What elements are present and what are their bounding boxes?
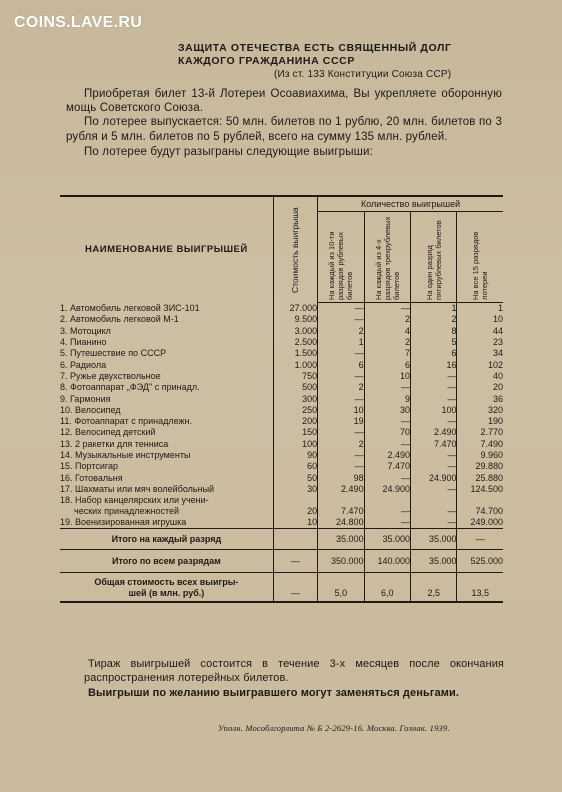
table-row [60, 382, 503, 393]
count-3: — [411, 450, 457, 461]
count-2: 10 [364, 371, 410, 382]
prize-number: 10. [60, 404, 73, 415]
count-2: 70 [364, 427, 410, 438]
prize-number: 2. [60, 314, 68, 325]
table-row [60, 371, 503, 382]
prize-label: 2 ракетки для тенниса [75, 438, 169, 449]
intro-text [66, 87, 502, 159]
prize-name-part-1: Набор канцелярских или учени- [75, 495, 209, 506]
table-row [60, 405, 503, 416]
motto-citation: (Из ст. 133 Конституции Союза ССР) [274, 69, 452, 80]
prize-name [60, 416, 273, 427]
header-sub-3 [411, 212, 457, 303]
prize-number: 11. [60, 416, 72, 427]
prize-label: Автомобиль легковой М-1 [70, 314, 179, 325]
count-1: — [318, 461, 364, 472]
count-3: — [411, 517, 457, 529]
prize-name [60, 393, 273, 404]
prize-cost: 60 [273, 461, 317, 472]
count-4: 320 [487, 404, 503, 415]
prize-name [60, 314, 273, 325]
count-3: 6 [411, 348, 457, 359]
count-1: 2.490 [318, 484, 364, 495]
total-cost-3: 2,5 [411, 573, 457, 603]
prize-label: Военизированная игрушка [75, 517, 187, 528]
prize-label: Фотоаппарат „ФЭД" с принадл. [70, 382, 200, 393]
count-2: 6 [364, 359, 410, 370]
count-1: — [318, 427, 364, 438]
count-4: 190 [487, 416, 503, 427]
prize-number: 12. [60, 427, 73, 438]
total-cost-4: 13,5 [457, 573, 503, 603]
prize-number: 18. [60, 495, 73, 506]
prize-number: 1. [60, 302, 68, 313]
count-4: 10 [492, 314, 503, 325]
prize-cost: 90 [273, 450, 317, 461]
table-row [60, 314, 503, 325]
count-4: 20 [492, 382, 503, 393]
count-3: — [411, 393, 457, 404]
count-1: — [318, 371, 364, 382]
count-1: 10 [318, 405, 364, 416]
total-cost-2: 6,0 [364, 573, 410, 603]
count-2: — [364, 416, 410, 427]
prize-cost: 200 [273, 416, 317, 427]
table-row [60, 495, 503, 517]
count-3: 1 [411, 303, 457, 315]
prize-cost: 2.500 [273, 337, 317, 348]
prize-cost: 3.000 [273, 326, 317, 337]
table-row [60, 461, 503, 472]
header-count-group: Количество выигрышей [318, 196, 503, 212]
prize-label: Шахматы или мяч волейбольный [75, 483, 215, 494]
count-2: — [364, 303, 410, 315]
intro-paragraph-3: По лотерее будут разыграны следующие выигрыши: [84, 145, 373, 158]
count-1: — [318, 314, 364, 325]
count-1: 2 [318, 439, 364, 450]
table-row [60, 517, 503, 529]
total-cost-label-1: Общая стоимость всех выигры- [94, 577, 239, 588]
count-4: 44 [492, 325, 503, 336]
prize-number: 7. [60, 370, 68, 381]
header-sub-2-label: На каждый из 4-х разрядов трехрублевых билетов [373, 216, 401, 300]
count-4: 124.500 [470, 483, 503, 494]
table-row [60, 427, 503, 438]
motto-line-1: ЗАЩИТА ОТЕЧЕСТВА ЕСТЬ СВЯЩЕННЫЙ ДОЛГ [178, 42, 452, 54]
table-row [60, 484, 503, 495]
count-3: 7.470 [411, 439, 457, 450]
prize-cost: 100 [273, 439, 317, 450]
prize-name [60, 472, 273, 483]
count-3: 2 [411, 314, 457, 325]
count-2: 2 [364, 337, 410, 348]
count-2: 2.490 [364, 450, 410, 461]
count-4: 36 [492, 393, 503, 404]
sum-all-row [60, 550, 503, 573]
count-4: 1 [497, 303, 503, 314]
prize-name [60, 303, 273, 315]
prize-name [60, 439, 273, 450]
total-cost-label [60, 573, 273, 603]
prize-label: Путешествие по СССР [70, 348, 167, 359]
count-4: 7.490 [480, 438, 503, 449]
prize-cost: 300 [273, 393, 317, 404]
table-row [60, 393, 503, 404]
count-1: 24.800 [318, 517, 364, 529]
count-1: — [318, 303, 364, 315]
total-cost-row [60, 573, 503, 603]
count-4: 25.880 [475, 472, 503, 483]
count-1: 1 [318, 337, 364, 348]
prize-cost: 9.500 [273, 314, 317, 325]
prize-cost: 1.000 [273, 359, 317, 370]
prize-cost: 10 [273, 517, 317, 529]
total-cost-cost: — [273, 573, 317, 603]
sum-each-label: Итого на каждый разряд [60, 529, 273, 550]
table-row [60, 337, 503, 348]
prize-label: Мотоцикл [70, 325, 111, 336]
header-sub-4 [457, 212, 503, 303]
count-3: 2.490 [411, 427, 457, 438]
outro-text [84, 658, 504, 703]
table-row [60, 450, 503, 461]
prize-number: 15. [60, 461, 73, 472]
intro-paragraph-1: Приобретая билет 13-й Лотереи Осоавиахима, Вы укрепляете оборонную мощь Советского Союза. [66, 88, 502, 115]
prize-cost: 20 [273, 495, 317, 517]
count-3: — [411, 371, 457, 382]
table-row [60, 326, 503, 337]
count-4: 34 [492, 348, 503, 359]
sum-all-cost: — [273, 550, 317, 573]
count-4: 23 [492, 337, 503, 348]
header-sub-3-label: На один разряд пятирублевых билетов [424, 220, 443, 300]
outro-paragraph-2: Выигрыши по желанию выигравшего могут заменяться деньгами. [88, 687, 459, 699]
prize-number: 6. [60, 359, 68, 370]
sum-all-4: 525.000 [457, 550, 503, 573]
prize-label: Радиола [70, 359, 107, 370]
count-3: 8 [411, 326, 457, 337]
count-2: 7.470 [364, 461, 410, 472]
prize-label: Велосипед [75, 404, 121, 415]
prize-label: Готовальня [75, 472, 123, 483]
prize-number: 17. [60, 483, 73, 494]
prize-number: 14. [60, 450, 73, 460]
prize-cost: 30 [273, 484, 317, 495]
prize-cost: 27.000 [273, 303, 317, 315]
prize-number: 9. [60, 393, 68, 404]
count-1: — [318, 348, 364, 359]
prize-name [60, 359, 273, 370]
prize-label: Музыкальные инструменты [75, 450, 191, 460]
prize-name [60, 517, 273, 529]
count-2: — [364, 517, 410, 529]
prize-name [60, 484, 273, 495]
prize-name [60, 461, 273, 472]
header-sub-1 [318, 212, 364, 303]
header-sub-4-label: На все 15 разрядов лотереи [471, 231, 490, 300]
count-4: 9.960 [480, 450, 503, 460]
prize-rows [60, 303, 503, 496]
prize-name [60, 427, 273, 438]
prize-cost: 1.500 [273, 348, 317, 359]
count-1: 2 [318, 326, 364, 337]
table-row [60, 348, 503, 359]
prize-cost: 50 [273, 472, 317, 483]
prize-label: Пианино [70, 337, 107, 348]
prize-cost: 500 [273, 382, 317, 393]
motto-line-2: КАЖДОГО ГРАЖДАНИНА СССР [178, 55, 355, 67]
prize-name [60, 382, 273, 393]
sum-each-2: 35.000 [364, 529, 410, 550]
prize-label: Велосипед детский [75, 427, 156, 438]
table-row [60, 303, 503, 315]
prize-number: 19. [60, 517, 73, 528]
table-row [60, 472, 503, 483]
count-3: 16 [411, 359, 457, 370]
header-cost [273, 196, 317, 303]
prize-label: Фотоаппарат с принадлежн. [74, 416, 193, 427]
count-1: — [318, 450, 364, 461]
count-3: 100 [411, 405, 457, 416]
count-1: 7.470 [318, 495, 364, 517]
sum-all-3: 35.000 [411, 550, 457, 573]
prize-number: 8. [60, 382, 68, 393]
prize-number: 13. [60, 438, 73, 449]
table-row [60, 439, 503, 450]
prize-name [60, 348, 273, 359]
sum-each-4: — [457, 529, 503, 550]
prize-name [60, 495, 273, 517]
prize-cost: 750 [273, 371, 317, 382]
sum-all-label: Итого по всем разрядам [60, 550, 273, 573]
count-4: 249.000 [470, 517, 503, 528]
prize-label: Автомобиль легковой ЗИС-101 [70, 302, 200, 313]
prize-cost: 250 [273, 405, 317, 416]
intro-paragraph-2: По лотерее выпускается: 50 млн. билетов по 1 рублю, 20 млн. билетов по 3 рубля и 5 млн. билетов по 5 рублей, всего на сумму 135 млн. рублей. [66, 116, 502, 143]
header-sub-2 [364, 212, 410, 303]
count-1: 98 [318, 472, 364, 483]
count-3: — [411, 461, 457, 472]
prize-table [60, 195, 503, 603]
count-2: 30 [364, 405, 410, 416]
prize-name [60, 337, 273, 348]
count-3: — [411, 484, 457, 495]
table-row [60, 359, 503, 370]
count-2: — [364, 382, 410, 393]
count-2: — [364, 439, 410, 450]
motto [178, 42, 508, 81]
sum-all-2: 140.000 [364, 550, 410, 573]
count-2: — [364, 495, 410, 517]
prize-name [60, 405, 273, 416]
header-sub-1-label: На каждый из 10-ти разрядов рублевых билетов [327, 231, 355, 300]
prize-number: 5. [60, 348, 68, 359]
count-1: — [318, 393, 364, 404]
header-cost-label: Стоимость выигрыша [289, 206, 300, 293]
sum-each-3: 35.000 [411, 529, 457, 550]
prize-name [60, 450, 273, 461]
prize-name-part-2: ческих принадлежностей [74, 506, 179, 517]
prize-number: 16. [60, 472, 73, 483]
count-2: 24.900 [364, 484, 410, 495]
prize-name [60, 326, 273, 337]
header-prize-name: НАИМЕНОВАНИЕ ВЫИГРЫШЕЙ [60, 196, 273, 303]
sum-each-row [60, 529, 503, 550]
count-4: 29.880 [475, 461, 503, 472]
count-4: 102 [487, 359, 503, 370]
prize-name [60, 371, 273, 382]
count-3: 24.900 [411, 472, 457, 483]
count-3: 5 [411, 337, 457, 348]
count-1: 19 [318, 416, 364, 427]
count-2: — [364, 472, 410, 483]
prize-label: Ружье двухствольное [70, 370, 161, 381]
count-2: 7 [364, 348, 410, 359]
site-watermark: COINS.LAVE.RU [14, 14, 143, 31]
count-1: 6 [318, 359, 364, 370]
prize-number: 4. [60, 337, 68, 348]
printer-imprint: Уполн. Мособлгорлита № Б 2-2629-16. Москва. Гознак. 1939. [218, 723, 450, 733]
count-1: 2 [318, 382, 364, 393]
prize-number: 3. [60, 325, 68, 336]
prize-label: Гармония [70, 393, 111, 404]
total-cost-label-2: шей (в млн. руб.) [128, 588, 205, 599]
count-4: 40 [492, 370, 503, 381]
total-cost-1: 5,0 [318, 573, 364, 603]
table-row [60, 416, 503, 427]
prize-cost: 150 [273, 427, 317, 438]
count-2: 9 [364, 393, 410, 404]
count-3: — [411, 382, 457, 393]
count-2: 4 [364, 326, 410, 337]
count-4: 2.770 [480, 427, 503, 438]
sum-each-cost [273, 529, 317, 550]
count-3: — [411, 416, 457, 427]
prize-label: Портсигар [75, 461, 118, 472]
sum-each-1: 35.000 [318, 529, 364, 550]
count-2: 2 [364, 314, 410, 325]
outro-paragraph-1: Тираж выигрышей состоится в течение 3-х месяцев после окончания распространения лотерейных билетов. [84, 658, 504, 684]
count-3: — [411, 495, 457, 517]
sum-all-1: 350.000 [318, 550, 364, 573]
count-4: 74.700 [475, 506, 503, 517]
